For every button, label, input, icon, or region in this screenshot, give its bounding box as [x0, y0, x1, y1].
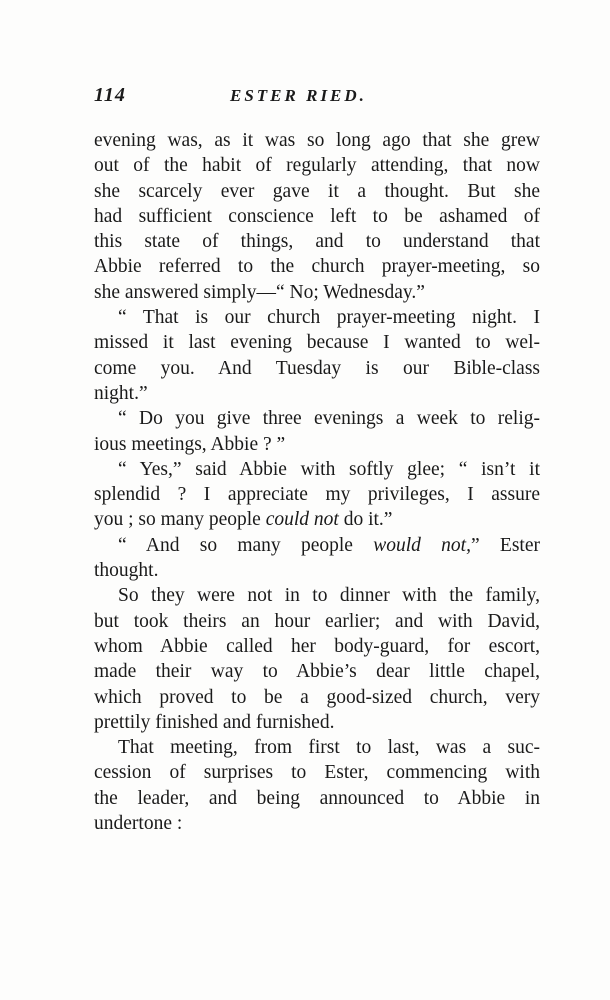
- emphasis-text: would not,: [373, 534, 471, 556]
- text-line: ious meetings, Abbie ? ”: [94, 433, 286, 455]
- text-line: missed it last evening because I wanted to wel-: [94, 332, 540, 354]
- text-line: she answered simply—“ No; Wednesday.”: [94, 281, 425, 303]
- page-number: 114: [94, 84, 126, 106]
- page-header: [94, 84, 540, 114]
- text-line: splendid ? I appreciate my privileges, I assure: [94, 484, 540, 506]
- body-text: [94, 128, 540, 836]
- text-line: “ That is our church prayer-meeting night. I: [118, 307, 540, 329]
- running-title: ESTER RIED.: [230, 86, 367, 105]
- text-line: prettily finished and furnished.: [94, 711, 335, 733]
- text-line: night.”: [94, 382, 148, 404]
- text-line: had sufficient conscience left to be ashamed of: [94, 205, 540, 227]
- text-line: So they were not in to dinner with the family,: [118, 585, 540, 607]
- text-line: Abbie referred to the church prayer-meeting, so: [94, 256, 540, 278]
- text-line: which proved to be a good-sized church, very: [94, 686, 540, 708]
- text-line: but took theirs an hour earlier; and with David,: [94, 610, 540, 632]
- text-line: made their way to Abbie’s dear little chapel,: [94, 661, 540, 683]
- text-line: evening was, as it was so long ago that she grew: [94, 130, 540, 151]
- text-line: thought.: [94, 560, 159, 582]
- text-line: undertone :: [94, 813, 183, 835]
- text-line: whom Abbie called her body-guard, for escort,: [94, 635, 540, 657]
- text-line: “ Yes,” said Abbie with softly glee; “ isn’t it: [118, 458, 540, 480]
- text-line: “ And so many people would not,” Ester: [118, 534, 540, 556]
- text-line: the leader, and being announced to Abbie in: [94, 787, 540, 809]
- text-line: this state of things, and to understand that: [94, 231, 540, 253]
- text-line: come you. And Tuesday is our Bible-class: [94, 357, 540, 379]
- text-line: cession of surprises to Ester, commencing with: [94, 762, 540, 784]
- text-line: you ; so many people could not do it.”: [94, 509, 393, 531]
- emphasis-text: could not: [265, 509, 339, 531]
- text-line: “ Do you give three evenings a week to relig-: [118, 408, 540, 430]
- text-line: she scarcely ever gave it a thought. But she: [94, 180, 540, 202]
- text-line: That meeting, from first to last, was a suc-: [118, 737, 540, 759]
- text-line: out of the habit of regularly attending, that now: [94, 155, 540, 177]
